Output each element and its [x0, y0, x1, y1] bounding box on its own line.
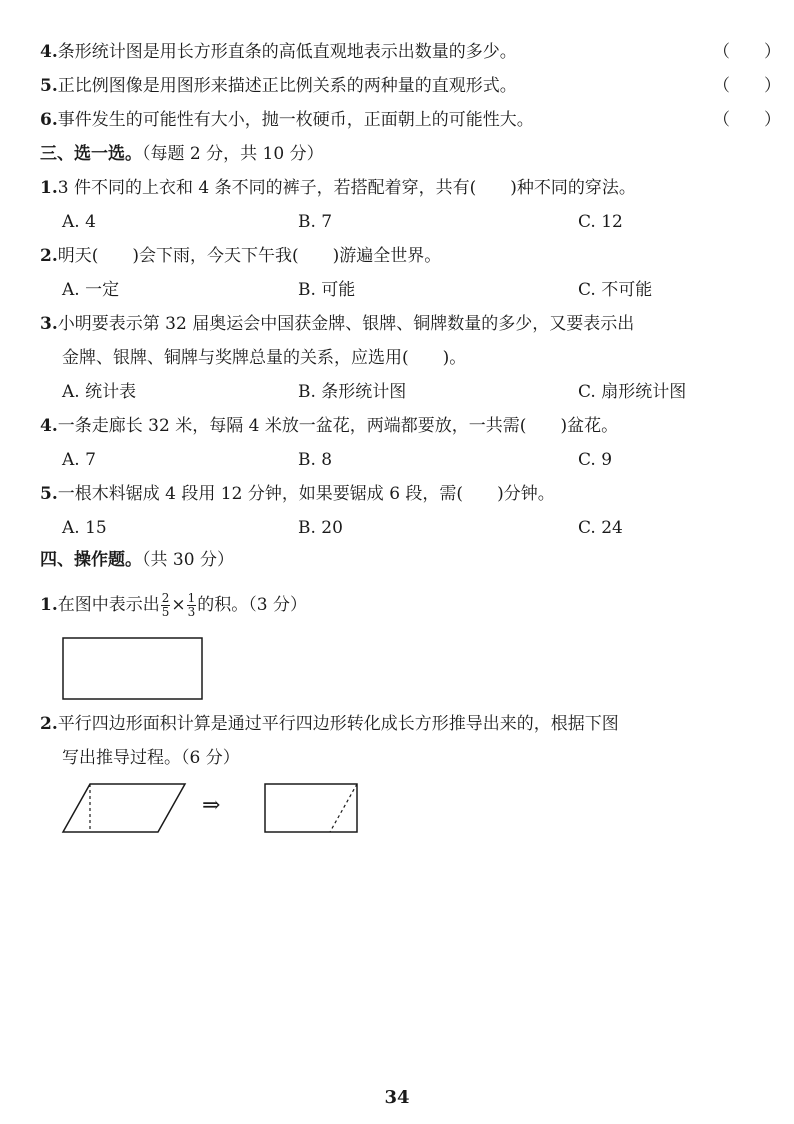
choice-item-3-cont: 金牌、银牌、铜牌与奖牌总量的关系，应选用( )。 [62, 348, 467, 368]
operation-item-2 [40, 712, 619, 736]
option-a: A. 15 [62, 518, 107, 538]
option-b: B. 可能 [298, 280, 356, 300]
item-text: 事件发生的可能性有大小，抛一枚硬币，正面朝上的可能性大。 [57, 110, 534, 130]
item-number: 4. [40, 416, 58, 436]
item-text: 平行四边形面积计算是通过平行四边形转化成长方形推导出来的，根据下图 [57, 714, 619, 734]
item-number: 1. [40, 178, 58, 198]
judge-item-5 [40, 74, 517, 98]
item-text: 一根木料锯成 4 段用 12 分钟，如果要锯成 6 段，需( )分钟。 [57, 484, 555, 504]
transformed-rectangle [265, 784, 357, 832]
times-sign: × [171, 595, 186, 615]
operation-item-1 [40, 590, 307, 620]
answer-blank: （ ） [713, 76, 781, 96]
item-text: 小明要表示第 32 届奥运会中国获金牌、银牌、铜牌数量的多少，又要表示出 [57, 314, 635, 334]
item-text: 明天( )会下雨，今天下午我( )游遍全世界。 [57, 246, 442, 266]
item-text: 在图中表示出 [57, 595, 160, 615]
choice-item-4 [40, 414, 618, 438]
item-text: 一条走廊长 32 米，每隔 4 米放一盆花，两端都要放，一共需( )盆花。 [57, 416, 619, 436]
blank-rectangle [63, 638, 202, 699]
rectangle-transformed-diagram [264, 782, 360, 834]
judge-item-4 [40, 40, 517, 64]
option-b: B. 20 [298, 518, 343, 538]
item-number: 6. [40, 110, 58, 130]
choice-item-1 [40, 176, 636, 200]
cut-dashed-line [330, 784, 357, 832]
section-3-heading [40, 142, 324, 166]
numerator: 2 [161, 591, 170, 605]
item-number: 3. [40, 314, 58, 334]
section-points: （每题 2 分，共 10 分） [142, 144, 324, 164]
item-number: 5. [40, 484, 58, 504]
fraction-two-fifths [161, 592, 171, 619]
option-b: B. 8 [298, 450, 333, 470]
option-c: C. 扇形统计图 [578, 382, 687, 402]
item-text: 条形统计图是用长方形直条的高低直观地表示出数量的多少。 [57, 42, 517, 62]
item-number: 4. [40, 42, 58, 62]
answer-blank: （ ） [713, 110, 781, 130]
item-number: 5. [40, 76, 58, 96]
option-c: C. 9 [578, 450, 613, 470]
option-c: C. 24 [578, 518, 623, 538]
item-number: 2. [40, 714, 58, 734]
choice-item-3 [40, 312, 634, 336]
item-text: 的积。（3 分） [197, 595, 308, 615]
section-4-heading [40, 548, 234, 572]
option-b: B. 7 [298, 212, 333, 232]
item-number: 2. [40, 246, 58, 266]
option-a: A. 一定 [62, 280, 120, 300]
judge-item-6 [40, 108, 534, 132]
denominator: 5 [161, 605, 170, 619]
page-number: 34 [384, 1087, 410, 1108]
fraction-one-third [187, 592, 197, 619]
option-c: C. 12 [578, 212, 623, 232]
option-a: A. 7 [62, 450, 96, 470]
section-title: 四、操作题。 [40, 550, 142, 570]
right-arrow-icon: ⇒ [202, 793, 221, 818]
answer-blank: （ ） [713, 42, 781, 62]
operation-item-2-cont: 写出推导过程。（6 分） [62, 748, 240, 768]
option-c: C. 不可能 [578, 280, 653, 300]
numerator: 1 [187, 591, 196, 605]
parallelogram [63, 784, 185, 832]
option-b: B. 条形统计图 [298, 382, 407, 402]
item-text: 3 件不同的上衣和 4 条不同的裤子，若搭配着穿，共有( )种不同的穿法。 [57, 178, 636, 198]
choice-item-5 [40, 482, 555, 506]
parallelogram-diagram [62, 782, 188, 834]
rectangle-diagram [62, 637, 204, 701]
section-title: 三、选一选。 [40, 144, 142, 164]
option-a: A. 统计表 [62, 382, 137, 402]
choice-item-2 [40, 244, 441, 268]
item-text: 正比例图像是用图形来描述正比例关系的两种量的直观形式。 [57, 76, 517, 96]
denominator: 3 [187, 605, 196, 619]
section-points: （共 30 分） [142, 550, 234, 570]
item-number: 1. [40, 595, 58, 615]
option-a: A. 4 [62, 212, 96, 232]
